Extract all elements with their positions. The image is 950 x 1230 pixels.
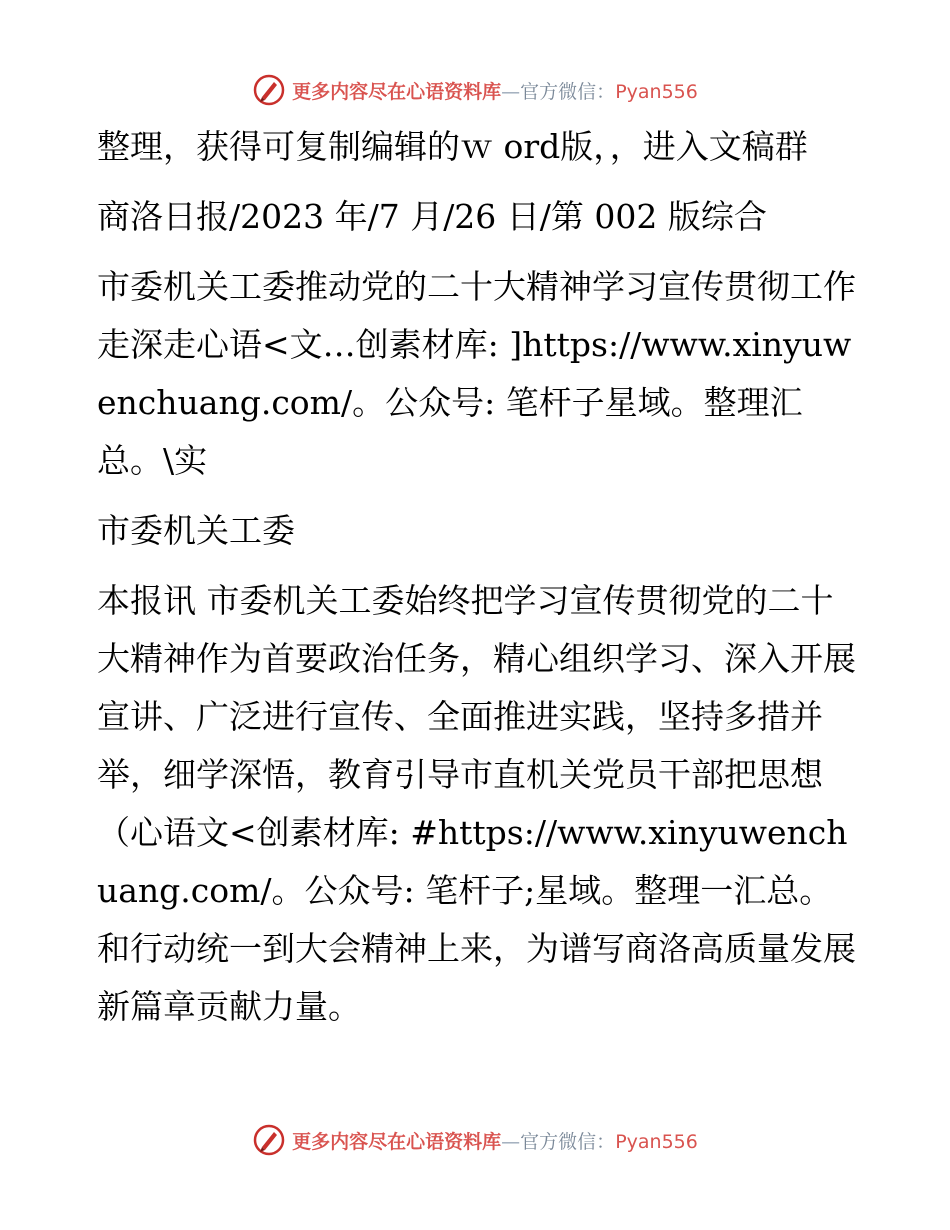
article-body-paragraph: 本报讯 市委机关工委始终把学习宣传贯彻党的二十大精神作为首要政治任务，精心组织学习、深入开展宣讲、广泛进行宣传、全面推进实践，坚持多措并举，细学深悟，教育引导市直机关党员干部把思想（心语文<创素材库: #https://www.xinyuwenchuang.com/。公众号: 笔杆子;星域。整理一汇总。和行动统一到大会精神上来，为谱写商洛高质量发展新篇章贡献力量。 [97, 581, 856, 1026]
banner-text [292, 77, 698, 104]
banner-dash: — [501, 1130, 521, 1153]
banner-wechat-id: Pyan556 [615, 1130, 698, 1153]
pen-logo-icon [252, 73, 286, 107]
source-line: 商洛日报/2023 年/7 月/26 日/第 002 版综合 [97, 197, 767, 236]
banner-dash: — [501, 80, 521, 103]
intro-note: 整理，获得可复制编辑的ｗ ord版，，进入文稿群 [97, 127, 808, 166]
article-author: 市委机关工委 [97, 511, 295, 550]
header-banner [0, 72, 950, 108]
article-headline: 市委机关工委推动党的二十大精神学习宣传贯彻工作走深走心语<文…创素材库: ]https://www.xinyuwenchuang.com/。公众号: 笔杆子星域。整理汇总。\实 [97, 267, 856, 480]
footer-banner [0, 1122, 950, 1158]
banner-wechat-id: Pyan556 [615, 80, 698, 103]
document-body [97, 118, 857, 1048]
pen-logo-icon [252, 1123, 286, 1157]
banner-text [292, 1127, 698, 1154]
banner-wechat-label: 官方微信： [520, 1130, 616, 1153]
banner-title: 更多内容尽在心语资料库 [292, 1130, 502, 1153]
banner-wechat-label: 官方微信： [520, 80, 616, 103]
banner-title: 更多内容尽在心语资料库 [292, 80, 502, 103]
